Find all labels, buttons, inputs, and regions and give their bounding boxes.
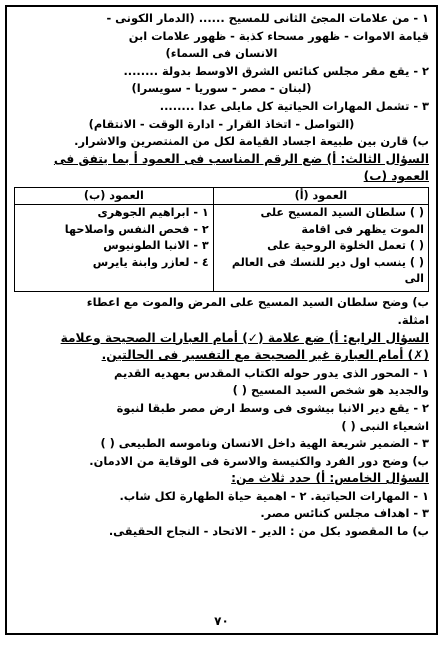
text-line: ٣ - الضمير شريعة الهية داخل الانسان وناموسه الطبيعى ( ) [100, 436, 429, 451]
text-line: ب) وضح سلطان السيد المسيح على المرض والموت مع اعطاء [86, 295, 429, 310]
text-line: امثلة. [397, 312, 429, 327]
text-line: ٣ - اهداف مجلس كنائس مصر. [260, 506, 429, 521]
column-b-item: ٣ - الانبا الطونيوس [103, 239, 209, 253]
exam-page [5, 5, 438, 635]
column-a-item: الموت يظهر فى اقامة [301, 222, 424, 236]
matching-table [14, 187, 429, 292]
question-4-heading: السؤال الرابع: أ) ضع علامة (✓) أمام العبارات الصحيحة وعلامة [60, 330, 429, 345]
question-4 [14, 330, 429, 471]
text-line: ٢ - يقع دير الانبا بيشوى فى وسط ارض مصر طبقا لنبوة [116, 400, 429, 415]
text-line: ٣ - تشمل المهارات الحياتية كل مايلى عدا ........ [159, 98, 429, 113]
text-line: ب) قارن بين طبيعة اجساد القيامة لكل من المنتصرين والاشرار. [74, 134, 429, 149]
text-line: الانسان فى السماء) [165, 46, 278, 61]
column-a-item: الى [404, 271, 424, 285]
text-line: ب) وضح دور الفرد والكنيسة والاسرة فى الوقاية من الادمان. [89, 453, 429, 468]
column-b-item: ٤ - لعازر وابنة يايرس [92, 255, 209, 269]
text-line: اشعياء النبى ( ) [341, 418, 429, 433]
column-a-cell [213, 205, 428, 292]
column-b-item: ١ - ابراهيم الجوهرى [97, 206, 209, 220]
question-2-continued [14, 10, 429, 151]
text-line: ب) ما المقصود بكل من : الدير - الاتحاد - النجاح الحقيقى. [108, 524, 429, 539]
text-line: (لبنان - مصر - سوريا - سويسرا) [131, 81, 312, 96]
question-5-heading: السؤال الخامس: أ) حدد ثلاث من: [231, 471, 429, 486]
question-3-heading: السؤال الثالث: أ) ضع الرقم المناسب فى العمود أ بما يتفق فى [53, 151, 429, 166]
column-b-cell [15, 205, 214, 292]
page-number: ٧٠ [214, 614, 229, 628]
question-3 [14, 151, 429, 330]
column-a-item: ( ) سلطان السيد المسيح على [260, 206, 424, 220]
column-a-item: ( ) تعمل الخلوة الروحية على [267, 239, 424, 253]
question-4-heading-cont: (✗) أمام العبارة غير الصحيحة مع التفسير فى الحالتين. [101, 348, 429, 363]
text-line: والجديد هو شخص السيد المسيح ( ) [232, 383, 429, 398]
column-b-header: العمود (ب) [15, 187, 214, 204]
question-5 [14, 470, 429, 540]
column-a-header: العمود (أ) [213, 187, 428, 204]
column-b-item: ٢ - فحص النفس واصلاحها [64, 222, 209, 236]
text-line: ٢ - يقع مقر مجلس كنائس الشرق الاوسط بدولة ........ [123, 63, 429, 78]
text-line: ١ - المحور الذى يدور حوله الكتاب المقدس بعهديه القديم [114, 365, 429, 380]
text-line: قيامة الاموات - ظهور مسحاء كذبة - ظهور علامات ابن [128, 28, 429, 43]
question-3-heading-cont: العمود (ب) [363, 169, 429, 184]
text-line: (التواصل - اتخاذ القرار - ادارة الوقت - الانتقام) [88, 116, 355, 131]
text-line: ١ - من علامات المجئ الثانى للمسيح ...... (الدمار الكونى - [106, 11, 429, 25]
text-line: ١ - المهارات الحياتية. ٢ - اهمية حياة الطهارة لكل شاب. [119, 488, 429, 503]
column-a-item: ( ) ينسب اول دير للنسك فى العالم [231, 255, 424, 269]
